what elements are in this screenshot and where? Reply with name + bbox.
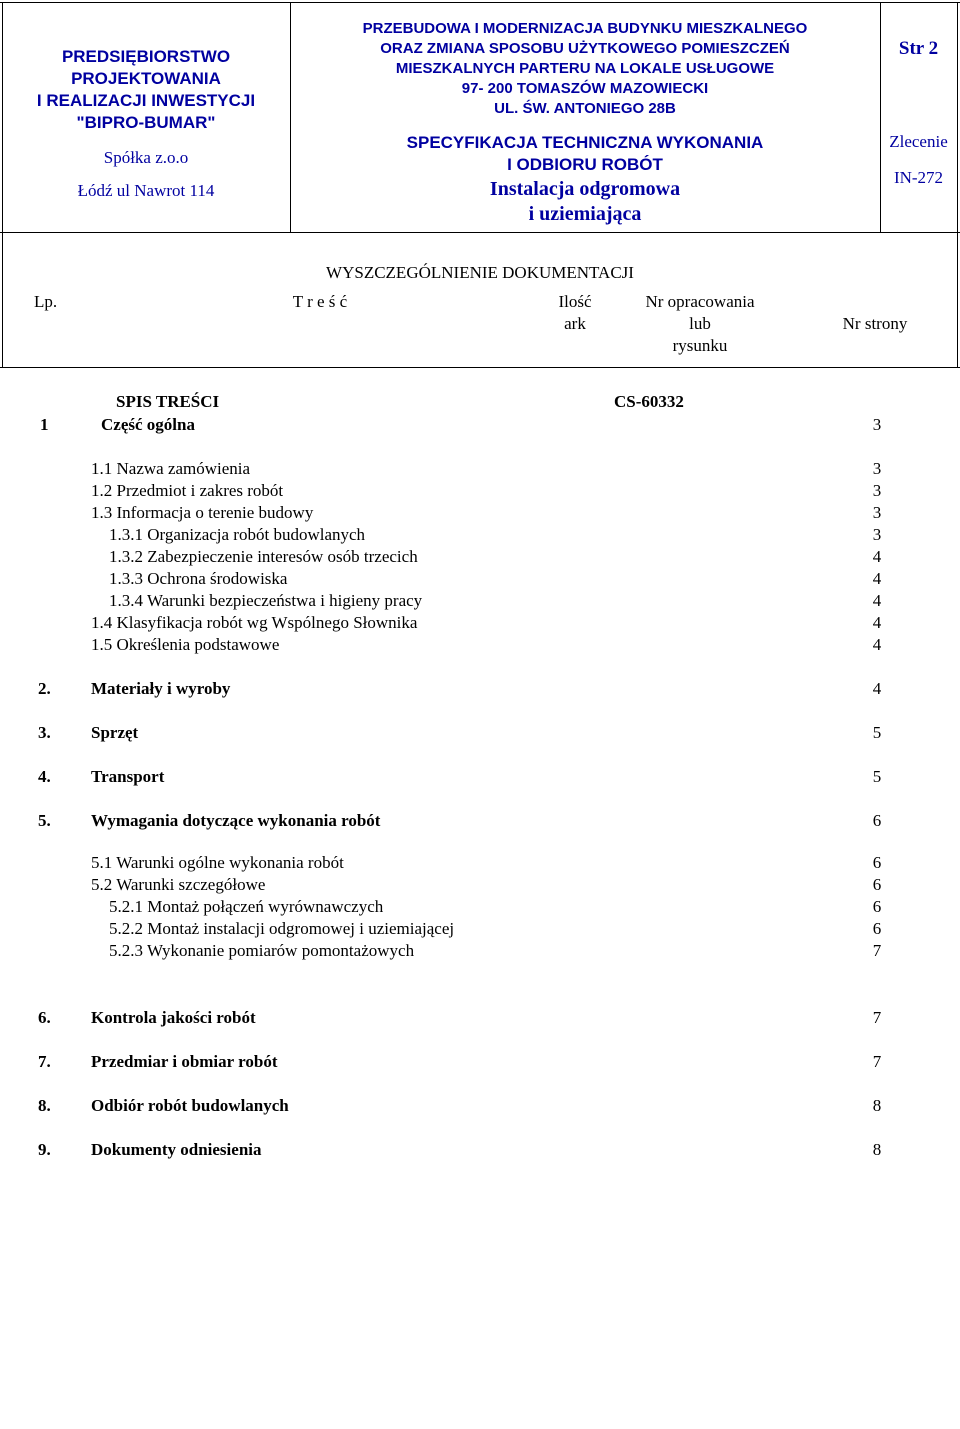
toc-row xyxy=(0,766,960,788)
toc-row-page: 6 xyxy=(872,811,882,830)
col-nr-3: rysunku xyxy=(672,336,728,355)
doc-table-right-border xyxy=(957,232,958,367)
toc-row xyxy=(0,874,960,896)
toc-row xyxy=(0,568,960,590)
toc-row-page: 3 xyxy=(872,525,882,544)
company-address: Łódź ul Nawrot 114 xyxy=(77,181,215,200)
toc-row-page: 4 xyxy=(872,591,882,610)
toc-row-page: 7 xyxy=(872,1008,882,1027)
toc-row-number: 5. xyxy=(38,811,51,830)
toc-row-label: 1.3.3 Ochrona środowiska xyxy=(109,569,288,588)
toc-row-page: 4 xyxy=(872,547,882,566)
toc-row-label: 1.1 Nazwa zamówienia xyxy=(91,459,251,478)
toc-row xyxy=(0,852,960,874)
toc-row-page: 7 xyxy=(872,1052,882,1071)
toc-row-number: 2. xyxy=(38,679,51,698)
toc-code: CS-60332 xyxy=(614,392,684,411)
header-divider-2 xyxy=(880,2,881,232)
toc-row-page: 3 xyxy=(872,459,882,478)
toc-row-label: 1.3.1 Organizacja robót budowlanych xyxy=(109,525,366,544)
toc-heading: SPIS TREŚCI xyxy=(116,392,220,411)
toc-row-label: Transport xyxy=(91,767,165,786)
spec-line-3: Instalacja odgromowa xyxy=(489,178,681,200)
toc-row xyxy=(0,480,960,502)
doc-table-title: WYSZCZEGÓLNIENIE DOKUMENTACJI xyxy=(326,263,634,282)
toc-row-page: 6 xyxy=(872,897,882,916)
toc-row-page: 6 xyxy=(872,919,882,938)
toc-row-label: 5.2.3 Wykonanie pomiarów pomontażowych xyxy=(109,941,415,960)
col-lp: Lp. xyxy=(34,292,58,311)
toc-row-number: 6. xyxy=(38,1008,51,1027)
project-line-3: MIESZKALNYCH PARTERU NA LOKALE USŁUGOWE xyxy=(395,60,775,77)
toc-row-label: 1.2 Przedmiot i zakres robót xyxy=(91,481,284,500)
toc-row xyxy=(0,414,960,436)
toc-row-label: 1.5 Określenia podstawowe xyxy=(91,635,280,654)
spec-line-4: i uziemiająca xyxy=(528,203,642,225)
toc-row-label: Wymagania dotyczące wykonania robót xyxy=(91,811,381,830)
toc-row-page: 3 xyxy=(872,481,882,500)
toc-row-label: Przedmiar i obmiar robót xyxy=(91,1052,278,1071)
toc-row-page: 4 xyxy=(872,679,882,698)
col-tresc: T r e ś ć xyxy=(292,292,348,311)
toc-row-page: 8 xyxy=(872,1096,882,1115)
col-strona: Nr strony xyxy=(842,314,908,333)
toc-row-label: 5.2 Warunki szczegółowe xyxy=(91,875,266,894)
toc-row-label: 1.4 Klasyfikacja robót wg Wspólnego Słownika xyxy=(91,613,418,632)
toc-row-page: 6 xyxy=(872,875,882,894)
toc-row-number: 7. xyxy=(38,1052,51,1071)
company-line-3: I REALIZACJI INWESTYCJI xyxy=(36,91,256,110)
col-ilosc-2: ark xyxy=(564,314,586,333)
company-line-5: Spółka z.o.o xyxy=(103,148,189,167)
order-label: Zlecenie xyxy=(889,132,948,151)
toc-row-number: 4. xyxy=(38,767,51,786)
toc-row-label: Sprzęt xyxy=(91,723,139,742)
toc-row xyxy=(0,918,960,940)
header-right-border xyxy=(957,2,958,232)
project-line-4: 97- 200 TOMASZÓW MAZOWIECKI xyxy=(461,80,709,97)
spec-line-1: SPECYFIKACJA TECHNICZNA WYKONANIA xyxy=(406,133,764,152)
toc-row-page: 5 xyxy=(872,767,882,786)
col-nr-2: lub xyxy=(689,314,711,333)
page-number: Str 2 xyxy=(898,38,939,59)
toc-row-label: 1.3.4 Warunki bezpieczeństwa i higieny pracy xyxy=(109,591,423,610)
toc-row-label: 5.2.1 Montaż połączeń wyrównawczych xyxy=(109,897,384,916)
toc-row-page: 3 xyxy=(872,503,882,522)
toc-row-page: 5 xyxy=(872,723,882,742)
toc-row-label: Materiały i wyroby xyxy=(91,679,231,698)
toc-row-number: 1 xyxy=(40,415,49,434)
spec-line-2: I ODBIORU ROBÓT xyxy=(507,155,663,174)
company-line-4: "BIPRO-BUMAR" xyxy=(76,113,216,132)
toc-row xyxy=(0,612,960,634)
toc-row xyxy=(0,502,960,524)
toc-row xyxy=(0,678,960,700)
toc-row-number: 3. xyxy=(38,723,51,742)
header-bottom-border xyxy=(0,232,960,233)
toc-row-label: Kontrola jakości robót xyxy=(91,1008,256,1027)
toc-row xyxy=(0,524,960,546)
toc-row-page: 3 xyxy=(872,415,882,434)
toc-row xyxy=(0,810,960,832)
toc-row-label: Część ogólna xyxy=(101,415,195,434)
toc-row-page: 6 xyxy=(872,853,882,872)
company-line-1: PREDSIĘBIORSTWO xyxy=(61,47,231,66)
toc-row-label: 1.3.2 Zabezpieczenie interesów osób trzecich xyxy=(109,547,418,566)
toc-row-page: 4 xyxy=(872,569,882,588)
toc-row-label: 5.2.2 Montaż instalacji odgromowej i uziemiającej xyxy=(109,919,455,938)
toc-row xyxy=(0,722,960,744)
doc-table-bottom-border xyxy=(0,367,960,368)
toc-row-number: 9. xyxy=(38,1140,51,1159)
project-line-1: PRZEBUDOWA I MODERNIZACJA BUDYNKU MIESZKALNEGO xyxy=(362,20,808,37)
toc-row-label: 1.3 Informacja o terenie budowy xyxy=(91,503,314,522)
project-line-5: UL. ŚW. ANTONIEGO 28B xyxy=(494,100,676,117)
toc-row-label: 5.1 Warunki ogólne wykonania robót xyxy=(91,853,344,872)
toc-row xyxy=(0,1051,960,1073)
toc-row xyxy=(0,1139,960,1161)
toc-row xyxy=(0,1095,960,1117)
col-ilosc-1: Ilość xyxy=(558,292,592,311)
order-number: IN-272 xyxy=(893,168,944,187)
toc-row xyxy=(0,896,960,918)
toc-row xyxy=(0,940,960,962)
toc-row xyxy=(0,634,960,656)
doc-table-left-border xyxy=(2,232,3,367)
header-top-border xyxy=(0,2,960,3)
project-line-2: ORAZ ZMIANA SPOSOBU UŻYTKOWEGO POMIESZCZEŃ xyxy=(380,40,790,57)
company-line-2: PROJEKTOWANIA xyxy=(71,69,221,88)
toc-row-page: 4 xyxy=(872,635,882,654)
toc-row-page: 8 xyxy=(872,1140,882,1159)
col-nr-1: Nr opracowania xyxy=(645,292,755,311)
toc-row-label: Odbiór robót budowlanych xyxy=(91,1096,289,1115)
toc-row xyxy=(0,546,960,568)
toc-row-page: 7 xyxy=(872,941,882,960)
toc-row xyxy=(0,1007,960,1029)
toc-row-label: Dokumenty odniesienia xyxy=(91,1140,262,1159)
toc-row xyxy=(0,458,960,480)
toc-row xyxy=(0,590,960,612)
toc-row-number: 8. xyxy=(38,1096,51,1115)
toc-row-page: 4 xyxy=(872,613,882,632)
